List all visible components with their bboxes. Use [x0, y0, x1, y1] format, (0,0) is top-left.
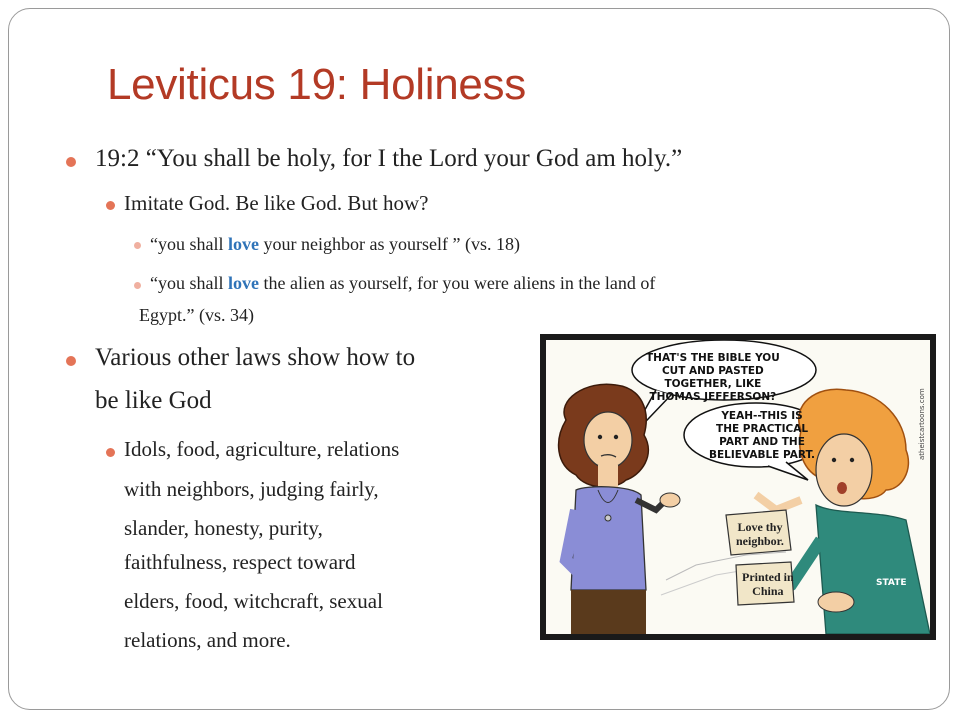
speech-line: THAT'S THE BIBLE YOU — [646, 352, 780, 364]
law-list-line: elders, food, witchcraft, sexual — [124, 589, 383, 613]
bullet-various-laws-line2: be like God — [95, 387, 212, 414]
love-word: love — [228, 234, 259, 254]
cartoon-credit: atheistcartoons.com — [918, 388, 926, 460]
quote-text: your neighbor as yourself ” (vs. 18) — [259, 234, 520, 254]
law-list-line: Idols, food, agriculture, relations — [124, 437, 400, 461]
speech-line: THOMAS JEFFERSON? — [649, 391, 777, 403]
speech-line: PART AND THE — [719, 436, 805, 448]
bullet-dot — [66, 356, 76, 366]
sign-printed-in-china — [742, 570, 794, 598]
bullet-imitate-god: Imitate God. Be like God. But how? — [124, 191, 429, 215]
bullet-dot — [66, 157, 76, 167]
sign-line: Printed in — [742, 570, 794, 584]
law-list-line: relations, and more. — [124, 628, 291, 652]
shirt-label: STATE — [876, 578, 907, 588]
speech-line: THE PRACTICAL — [716, 423, 809, 435]
bullet-love-neighbor — [150, 234, 520, 255]
bullet-dot — [134, 282, 141, 289]
speech-line: CUT AND PASTED — [661, 365, 764, 377]
sign-line: neighbor. — [736, 534, 784, 548]
speech-bubble-2 — [709, 410, 815, 462]
bullet-love-alien-line2: Egypt.” (vs. 34) — [139, 305, 254, 325]
speech-bubble-1 — [646, 352, 780, 404]
love-word: love — [228, 273, 259, 293]
bullet-dot — [134, 242, 141, 249]
sign-love-thy-neighbor — [736, 520, 784, 548]
speech-line: YEAH--THIS IS — [721, 410, 803, 422]
slide-title: Leviticus 19: Holiness — [107, 60, 526, 109]
bullet-holy-quote: 19:2 “You shall be holy, for I the Lord your God am holy.” — [95, 145, 683, 172]
bullet-dot — [106, 201, 115, 210]
bullet-dot — [106, 448, 115, 457]
law-list-line: slander, honesty, purity, — [124, 516, 323, 540]
quote-text: the alien as yourself, for you were aliens in the land of — [259, 273, 656, 293]
speech-line: BELIEVABLE PART. — [709, 449, 816, 461]
quote-text: “you shall — [150, 273, 228, 293]
law-list-line: faithfulness, respect toward — [124, 550, 356, 574]
quote-text: “you shall — [150, 234, 228, 254]
bullet-various-laws-line1: Various other laws show how to — [95, 344, 416, 371]
cartoon-image — [540, 334, 936, 640]
sign-line: China — [752, 584, 784, 598]
law-list-line: with neighbors, judging fairly, — [124, 477, 379, 501]
speech-line: TOGETHER, LIKE — [664, 378, 762, 390]
bullet-love-alien — [150, 273, 655, 294]
cartoon-panel — [546, 340, 930, 634]
sign-line: Love thy — [737, 520, 783, 534]
